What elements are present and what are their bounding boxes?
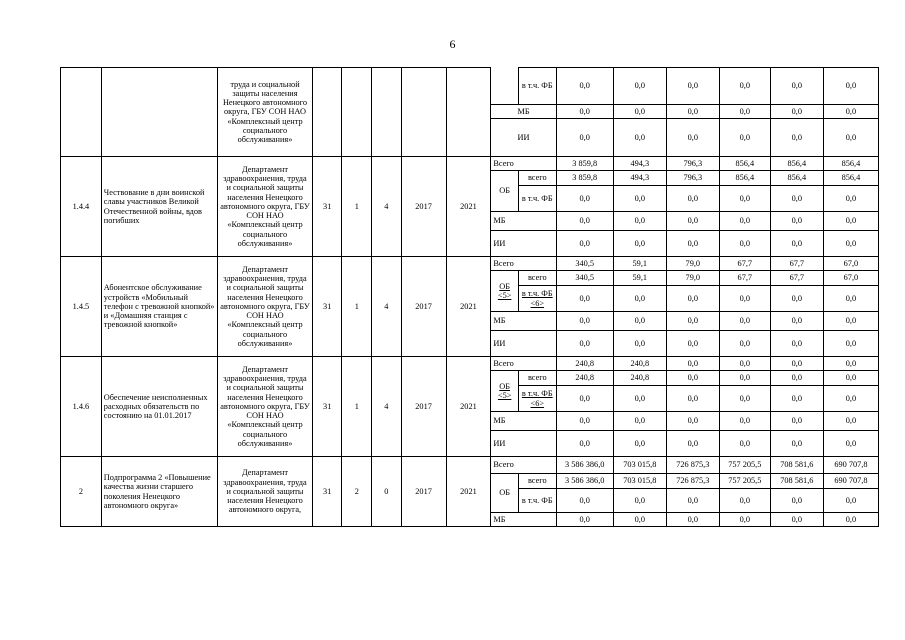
value-cell: 0,0 xyxy=(556,386,613,412)
value-cell: 0,0 xyxy=(770,105,823,119)
row-number: 2 xyxy=(61,457,102,527)
total-label: Всего xyxy=(491,357,556,371)
table-cell: 4 xyxy=(372,157,402,257)
program-table xyxy=(60,67,879,527)
value-cell: 494,3 xyxy=(613,157,666,171)
end-year: 2021 xyxy=(446,157,491,257)
value-cell: 0,0 xyxy=(823,105,878,119)
value-cell: 59,1 xyxy=(613,271,666,286)
value-cell: 79,0 xyxy=(666,271,719,286)
end-year: 2021 xyxy=(446,357,491,457)
ii-label: ИИ xyxy=(491,119,556,157)
value-cell: 856,4 xyxy=(719,157,770,171)
value-cell: 856,4 xyxy=(770,171,823,186)
value-cell: 0,0 xyxy=(823,357,878,371)
value-cell: 0,0 xyxy=(719,231,770,257)
value-cell: 0,0 xyxy=(666,412,719,431)
value-cell: 0,0 xyxy=(613,286,666,312)
fb-label: в т.ч. ФБ <6> xyxy=(518,286,556,312)
table-cell: 1 xyxy=(342,157,372,257)
value-cell: 0,0 xyxy=(556,286,613,312)
row-number: 1.4.5 xyxy=(61,257,102,357)
end-year: 2021 xyxy=(446,457,491,527)
value-cell: 690 707,8 xyxy=(823,474,878,489)
vsego-label: всего xyxy=(518,371,556,386)
table-cell: 31 xyxy=(312,457,342,527)
ii-label: ИИ xyxy=(491,331,556,357)
table-cell: 0 xyxy=(372,457,402,527)
executor-cell: Департамент здравоохранения, труда и социальной защиты населения Ненецкого автономного округа, xyxy=(218,457,313,527)
value-cell: 0,0 xyxy=(719,386,770,412)
vsego-label: всего xyxy=(518,271,556,286)
value-cell: 0,0 xyxy=(613,386,666,412)
start-year: 2017 xyxy=(401,157,446,257)
value-cell: 67,0 xyxy=(823,271,878,286)
value-cell: 0,0 xyxy=(770,68,823,105)
value-cell: 0,0 xyxy=(666,489,719,513)
value-cell: 856,4 xyxy=(719,171,770,186)
value-cell: 0,0 xyxy=(666,371,719,386)
mb-label: МБ xyxy=(491,212,556,231)
start-year: 2017 xyxy=(401,457,446,527)
value-cell: 856,4 xyxy=(823,171,878,186)
value-cell: 0,0 xyxy=(666,331,719,357)
value-cell: 0,0 xyxy=(719,331,770,357)
value-cell: 0,0 xyxy=(823,331,878,357)
value-cell: 340,5 xyxy=(556,271,613,286)
mb-label: МБ xyxy=(491,412,556,431)
fb-label: в т.ч. ФБ xyxy=(518,186,556,212)
value-cell: 0,0 xyxy=(770,513,823,527)
measure-name: Чествование в дни воинской славы участников Великой Отечественной войны, вдов погибших xyxy=(101,157,217,257)
total-label: Всего xyxy=(491,257,556,271)
fb-label: в т.ч. ФБ xyxy=(518,489,556,513)
value-cell: 703 015,8 xyxy=(613,457,666,474)
value-cell: 0,0 xyxy=(613,513,666,527)
value-cell: 708 581,6 xyxy=(770,474,823,489)
value-cell: 0,0 xyxy=(666,105,719,119)
value-cell: 0,0 xyxy=(823,386,878,412)
vsego-label: всего xyxy=(518,171,556,186)
fb-label: в т.ч. ФБ xyxy=(518,68,556,105)
value-cell: 0,0 xyxy=(613,412,666,431)
table-cell: 4 xyxy=(372,257,402,357)
value-cell: 59,1 xyxy=(613,257,666,271)
value-cell: 0,0 xyxy=(823,431,878,457)
value-cell: 796,3 xyxy=(666,157,719,171)
table-cell xyxy=(61,68,102,157)
end-year: 2021 xyxy=(446,257,491,357)
executor-cell: Департамент здравоохранения, труда и социальной защиты населения Ненецкого автономного округа, ГБУ СОН НАО «Комплексный центр социального обслуживания» xyxy=(218,257,313,357)
vsego-label: всего xyxy=(518,474,556,489)
value-cell: 0,0 xyxy=(556,513,613,527)
value-cell: 0,0 xyxy=(556,412,613,431)
value-cell: 856,4 xyxy=(823,157,878,171)
table-cell: 2 xyxy=(342,457,372,527)
value-cell: 67,0 xyxy=(823,257,878,271)
table-row xyxy=(61,457,879,474)
table-cell: 31 xyxy=(312,257,342,357)
table-cell: 31 xyxy=(312,157,342,257)
value-cell: 240,8 xyxy=(613,357,666,371)
table-cell xyxy=(342,68,372,157)
value-cell: 0,0 xyxy=(770,431,823,457)
value-cell: 3 586 386,0 xyxy=(556,474,613,489)
value-cell: 0,0 xyxy=(770,119,823,157)
value-cell: 0,0 xyxy=(823,489,878,513)
executor-cell: труда и социальной защиты населения Ненецкого автономного округа, ГБУ СОН НАО «Комплексный центр социального обслуживания» xyxy=(218,68,313,157)
value-cell: 0,0 xyxy=(666,312,719,331)
value-cell: 690 707,8 xyxy=(823,457,878,474)
value-cell: 494,3 xyxy=(613,171,666,186)
value-cell: 3 586 386,0 xyxy=(556,457,613,474)
value-cell: 0,0 xyxy=(666,431,719,457)
value-cell: 0,0 xyxy=(666,513,719,527)
table-cell: 31 xyxy=(312,357,342,457)
value-cell: 0,0 xyxy=(770,489,823,513)
table-cell: 1 xyxy=(342,357,372,457)
value-cell: 0,0 xyxy=(666,386,719,412)
table-row xyxy=(61,157,879,171)
table-cell xyxy=(401,68,446,157)
value-cell: 0,0 xyxy=(823,119,878,157)
value-cell: 0,0 xyxy=(666,231,719,257)
value-cell: 0,0 xyxy=(556,68,613,105)
table-row xyxy=(61,68,879,105)
value-cell: 0,0 xyxy=(613,331,666,357)
ob-label: ОБ <5> xyxy=(491,271,519,312)
value-cell: 0,0 xyxy=(719,371,770,386)
mb-label: МБ xyxy=(491,105,556,119)
value-cell: 79,0 xyxy=(666,257,719,271)
page-number: 6 xyxy=(449,37,456,51)
value-cell: 0,0 xyxy=(613,68,666,105)
value-cell: 0,0 xyxy=(556,331,613,357)
value-cell: 796,3 xyxy=(666,171,719,186)
row-number: 1.4.4 xyxy=(61,157,102,257)
start-year: 2017 xyxy=(401,257,446,357)
value-cell: 0,0 xyxy=(556,105,613,119)
total-label: Всего xyxy=(491,157,556,171)
total-label: Всего xyxy=(491,457,556,474)
value-cell: 67,7 xyxy=(719,257,770,271)
value-cell: 0,0 xyxy=(613,186,666,212)
value-cell: 0,0 xyxy=(719,513,770,527)
value-cell: 0,0 xyxy=(719,186,770,212)
value-cell: 0,0 xyxy=(770,331,823,357)
value-cell: 0,0 xyxy=(666,186,719,212)
value-cell: 0,0 xyxy=(823,212,878,231)
value-cell: 67,7 xyxy=(719,271,770,286)
ob-label: ОБ <5> xyxy=(491,371,519,412)
value-cell: 0,0 xyxy=(556,431,613,457)
start-year: 2017 xyxy=(401,357,446,457)
mb-label: МБ xyxy=(491,513,556,527)
mb-label: МБ xyxy=(491,312,556,331)
ii-label: ИИ xyxy=(491,431,556,457)
value-cell: 0,0 xyxy=(770,186,823,212)
value-cell: 0,0 xyxy=(823,186,878,212)
value-cell: 708 581,6 xyxy=(770,457,823,474)
value-cell: 67,7 xyxy=(770,271,823,286)
value-cell: 0,0 xyxy=(719,312,770,331)
value-cell: 0,0 xyxy=(719,212,770,231)
measure-name: Обеспечение неисполненных расходных обязательств по состоянию на 01.01.2017 xyxy=(101,357,217,457)
value-cell: 0,0 xyxy=(770,412,823,431)
value-cell: 240,8 xyxy=(556,371,613,386)
value-cell: 0,0 xyxy=(770,386,823,412)
executor-cell: Департамент здравоохранения, труда и социальной защиты населения Ненецкого автономного округа, ГБУ СОН НАО «Комплексный центр социального обслуживания» xyxy=(218,157,313,257)
ii-label: ИИ xyxy=(491,231,556,257)
value-cell: 0,0 xyxy=(770,371,823,386)
measure-name: Подпрограмма 2 «Повышение качества жизни старшего поколения Ненецкого автономного округа» xyxy=(101,457,217,527)
value-cell: 3 859,8 xyxy=(556,171,613,186)
value-cell: 0,0 xyxy=(666,357,719,371)
value-cell: 0,0 xyxy=(719,357,770,371)
executor-cell: Департамент здравоохранения, труда и социальной защиты населения Ненецкого автономного округа, ГБУ СОН НАО «Комплексный центр социального обслуживания» xyxy=(218,357,313,457)
value-cell: 0,0 xyxy=(556,212,613,231)
value-cell: 703 015,8 xyxy=(613,474,666,489)
value-cell: 0,0 xyxy=(556,119,613,157)
value-cell: 0,0 xyxy=(666,286,719,312)
ob-label: ОБ xyxy=(491,171,519,212)
table-cell xyxy=(312,68,342,157)
value-cell: 757 205,5 xyxy=(719,474,770,489)
value-cell: 0,0 xyxy=(556,186,613,212)
value-cell: 0,0 xyxy=(556,231,613,257)
table-cell xyxy=(372,68,402,157)
value-cell: 0,0 xyxy=(770,212,823,231)
value-cell: 0,0 xyxy=(823,231,878,257)
value-cell: 0,0 xyxy=(770,357,823,371)
value-cell: 3 859,8 xyxy=(556,157,613,171)
value-cell: 0,0 xyxy=(666,68,719,105)
table-cell xyxy=(101,68,217,157)
value-cell: 757 205,5 xyxy=(719,457,770,474)
value-cell: 0,0 xyxy=(770,231,823,257)
value-cell: 0,0 xyxy=(823,286,878,312)
row-number: 1.4.6 xyxy=(61,357,102,457)
fb-label: в т.ч. ФБ <6> xyxy=(518,386,556,412)
value-cell: 0,0 xyxy=(556,312,613,331)
value-cell: 0,0 xyxy=(823,412,878,431)
measure-name: Абонентское обслуживание устройств «Мобильный телефон с тревожной кнопкой» и «Домашняя станция с тревожной кнопкой» xyxy=(101,257,217,357)
value-cell: 340,5 xyxy=(556,257,613,271)
value-cell: 0,0 xyxy=(613,312,666,331)
value-cell: 726 875,3 xyxy=(666,457,719,474)
table-cell xyxy=(446,68,491,157)
value-cell: 0,0 xyxy=(719,119,770,157)
value-cell: 0,0 xyxy=(719,412,770,431)
value-cell: 240,8 xyxy=(556,357,613,371)
table-row xyxy=(61,257,879,271)
table-cell: 4 xyxy=(372,357,402,457)
value-cell: 0,0 xyxy=(770,312,823,331)
ob-label: ОБ xyxy=(491,474,519,513)
value-cell: 0,0 xyxy=(719,105,770,119)
value-cell: 0,0 xyxy=(613,489,666,513)
value-cell: 0,0 xyxy=(823,68,878,105)
value-cell: 0,0 xyxy=(613,119,666,157)
value-cell: 0,0 xyxy=(613,212,666,231)
value-cell: 0,0 xyxy=(719,431,770,457)
value-cell: 0,0 xyxy=(719,68,770,105)
table-cell xyxy=(491,68,519,105)
value-cell: 0,0 xyxy=(613,431,666,457)
value-cell: 0,0 xyxy=(770,286,823,312)
value-cell: 856,4 xyxy=(770,157,823,171)
value-cell: 240,8 xyxy=(613,371,666,386)
value-cell: 0,0 xyxy=(613,231,666,257)
value-cell: 726 875,3 xyxy=(666,474,719,489)
table-row xyxy=(61,357,879,371)
value-cell: 0,0 xyxy=(613,105,666,119)
value-cell: 67,7 xyxy=(770,257,823,271)
value-cell: 0,0 xyxy=(823,513,878,527)
value-cell: 0,0 xyxy=(823,371,878,386)
value-cell: 0,0 xyxy=(556,489,613,513)
value-cell: 0,0 xyxy=(666,119,719,157)
value-cell: 0,0 xyxy=(823,312,878,331)
value-cell: 0,0 xyxy=(719,489,770,513)
value-cell: 0,0 xyxy=(666,212,719,231)
value-cell: 0,0 xyxy=(719,286,770,312)
table-cell: 1 xyxy=(342,257,372,357)
